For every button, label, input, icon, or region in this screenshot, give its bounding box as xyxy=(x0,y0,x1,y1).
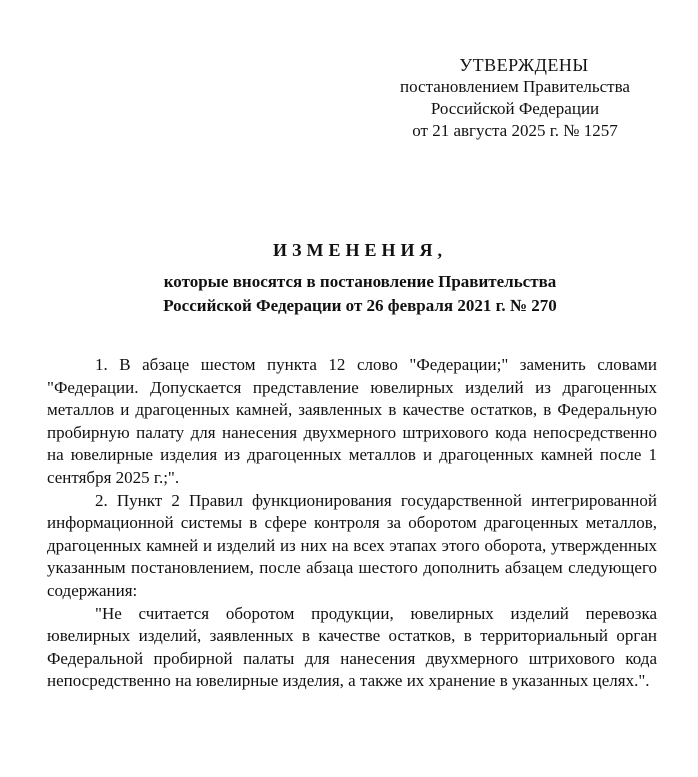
paragraph-3: "Не считается оборотом продукции, ювелирных изделий перевозка ювелирных изделий, заявленных в качестве остатков, в территориальный орган Федеральной пробирной палаты для нанесения двухмерного штрихового кода непосредственно на ювелирные изделия, а также их хранение в указанных целях.". xyxy=(47,603,657,691)
approval-title: УТВЕРЖДЕНЫ xyxy=(459,55,589,75)
subtitle-line-1: которые вносятся в постановление Правительства xyxy=(163,272,557,291)
approval-line-federation: Российской Федерации xyxy=(430,99,600,118)
document-body xyxy=(47,354,657,693)
approval-line-decree: постановлением Правительства xyxy=(400,77,630,96)
paragraph-1: 1. В абзаце шестом пункта 12 слово "Федерации;" заменить словами "Федерации. Допускается представление ювелирных изделий из драгоценных металлов и драгоценных камней, заявленных в качестве остатков, в Федеральную пробирную палату для нанесения двухмерного штрихового кода непосредственно на ювелирные изделия из драгоценных металлов и драгоценных камней после 1 сентября 2025 г.;". xyxy=(47,355,657,487)
changes-title: ИЗМЕНЕНИЯ, xyxy=(272,240,447,260)
document-heading xyxy=(80,238,640,318)
paragraph-2: 2. Пункт 2 Правил функционирования государственной интегрированной информационной системы в сфере контроля за оборотом драгоценных металлов, драгоценных камней и изделий из них на всех этапах этого оборота, утвержденных указанным постановлением, после абзаца шестого дополнить абзацем следующего содержания: xyxy=(47,490,657,600)
subtitle-line-2: Российской Федерации от 26 февраля 2021 г. № 270 xyxy=(163,296,557,315)
approval-block xyxy=(380,54,650,142)
approval-line-date: от 21 августа 2025 г. № 1257 xyxy=(412,121,618,140)
